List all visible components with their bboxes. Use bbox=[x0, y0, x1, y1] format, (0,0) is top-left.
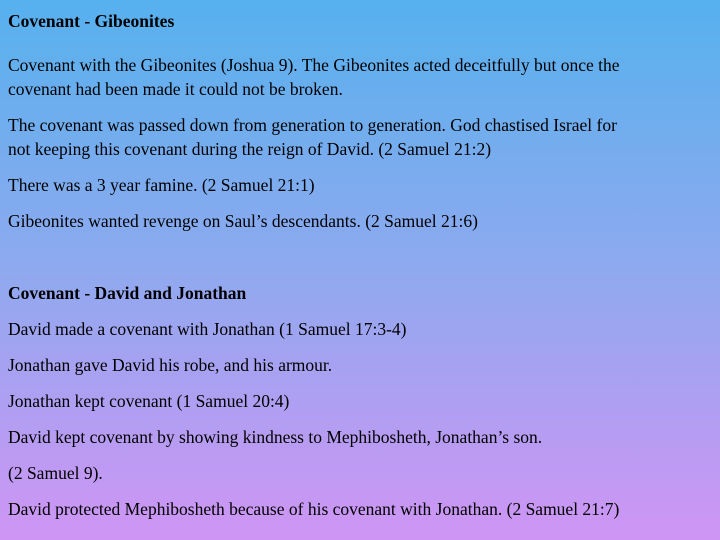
section-heading-gibeonites: Covenant - Gibeonites bbox=[8, 11, 175, 31]
gibeonites-paragraph-1-line-1: Covenant with the Gibeonites (Joshua 9). The Gibeonites acted deceitfully but once the bbox=[8, 55, 620, 75]
david-jonathan-paragraph-4: David kept covenant by showing kindness to Mephibosheth, Jonathan’s son. bbox=[8, 427, 543, 447]
david-jonathan-paragraph-5: (2 Samuel 9). bbox=[8, 463, 103, 483]
david-jonathan-paragraph-6: David protected Mephibosheth because of his covenant with Jonathan. (2 Samuel 21:7) bbox=[8, 499, 620, 519]
section-heading-david-jonathan: Covenant - David and Jonathan bbox=[8, 283, 247, 303]
gibeonites-paragraph-1-line-2: covenant had been made it could not be broken. bbox=[8, 79, 343, 99]
gibeonites-paragraph-2-line-1: The covenant was passed down from generation to generation. God chastised Israel for bbox=[8, 115, 617, 135]
gibeonites-paragraph-2-line-2: not keeping this covenant during the reign of David. (2 Samuel 21:2) bbox=[8, 139, 492, 159]
gibeonites-paragraph-4: Gibeonites wanted revenge on Saul’s descendants. (2 Samuel 21:6) bbox=[8, 211, 478, 231]
david-jonathan-paragraph-1: David made a covenant with Jonathan (1 Samuel 17:3-4) bbox=[8, 319, 407, 339]
david-jonathan-paragraph-2: Jonathan gave David his robe, and his armour. bbox=[8, 355, 333, 375]
david-jonathan-paragraph-3: Jonathan kept covenant (1 Samuel 20:4) bbox=[8, 391, 290, 411]
gibeonites-paragraph-3: There was a 3 year famine. (2 Samuel 21:1) bbox=[8, 175, 315, 195]
